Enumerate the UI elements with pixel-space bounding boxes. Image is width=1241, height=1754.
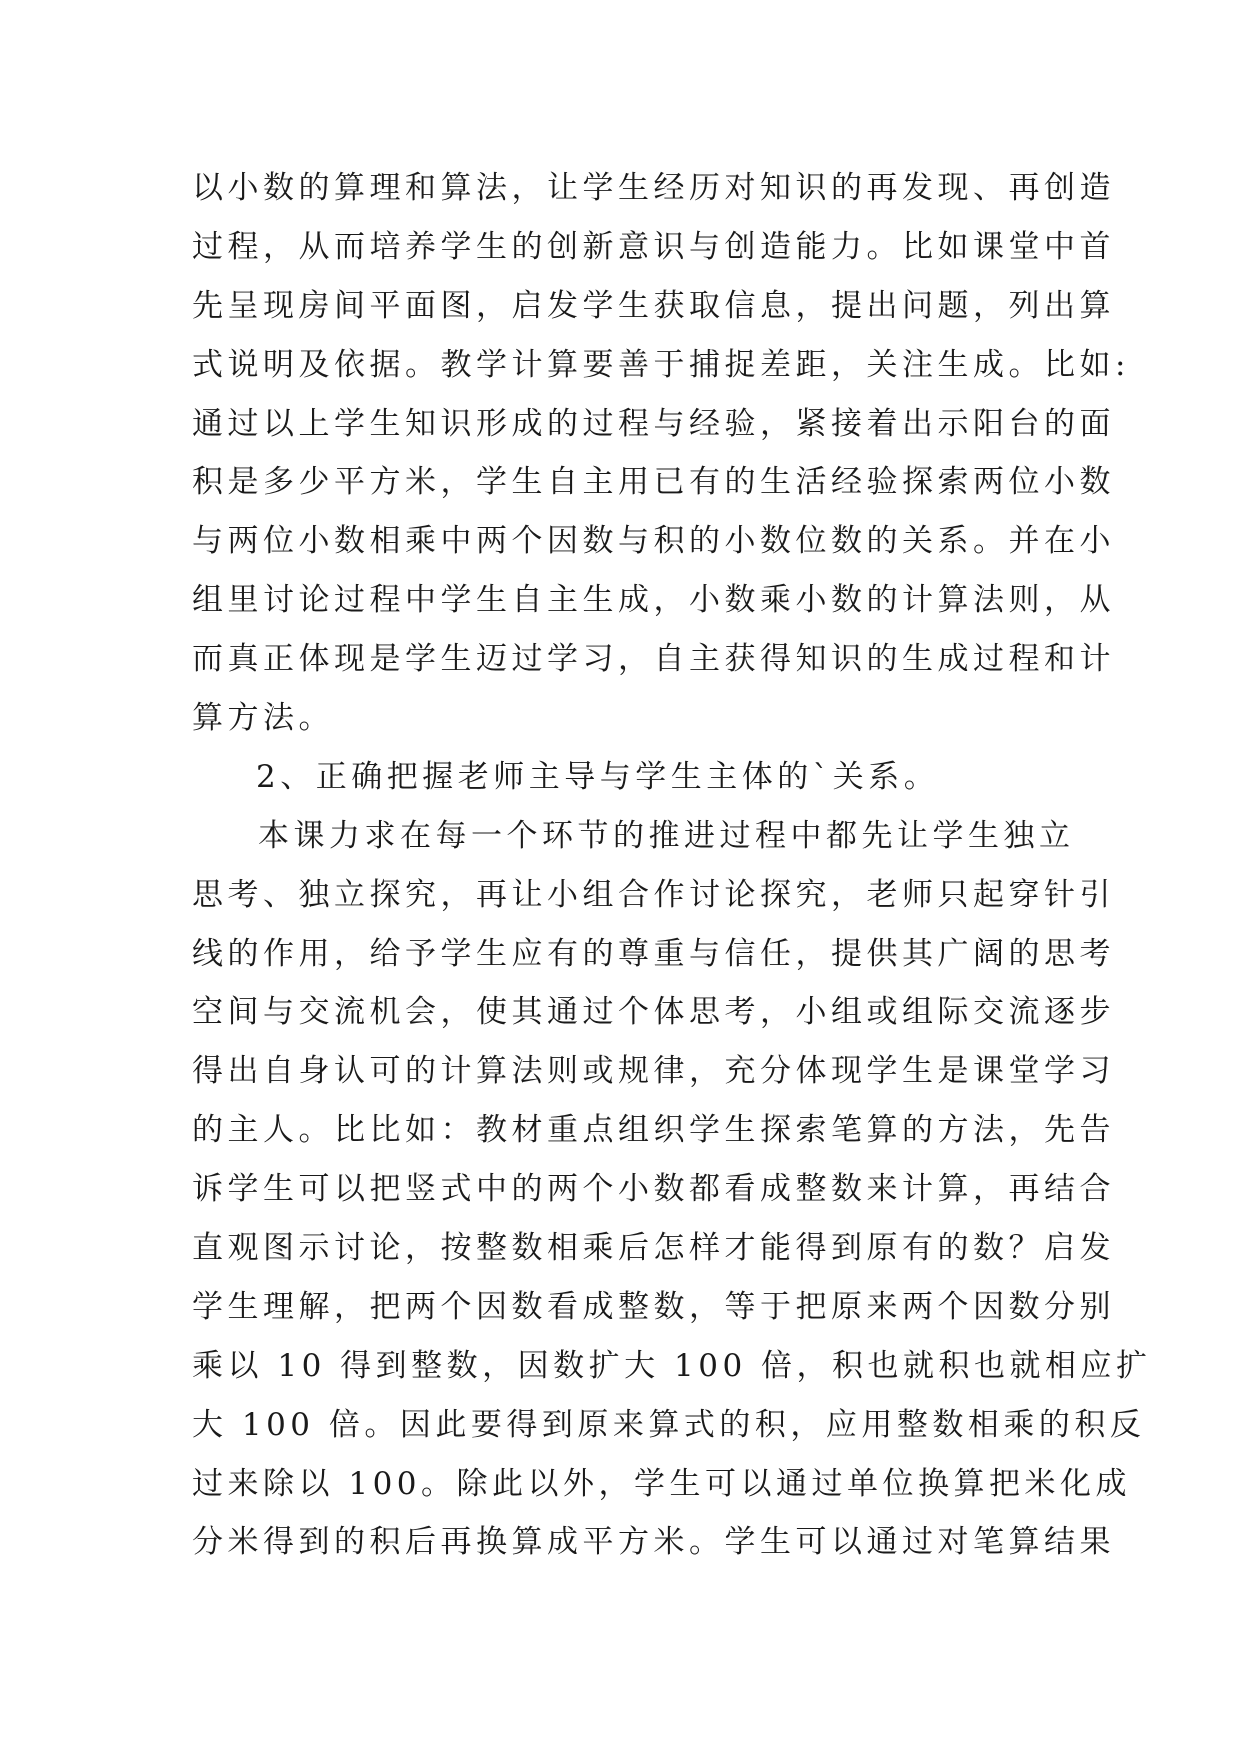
text-line: 的主人。比比如：教材重点组织学生探索笔算的方法，先告 bbox=[192, 1112, 1115, 1149]
text-line: 而真正体现是学生迈过学习，自主获得知识的生成过程和计 bbox=[192, 641, 1115, 678]
text-line: 分米得到的积后再换算成平方米。学生可以通过对笔算结果 bbox=[192, 1524, 1115, 1561]
text-line: 本课力求在每一个环节的推进过程中都先让学生独立 bbox=[258, 817, 1075, 854]
text-line: 直观图示讨论，按整数相乘后怎样才能得到原有的数？启发 bbox=[192, 1230, 1115, 1267]
text-line: 以小数的算理和算法，让学生经历对知识的再发现、再创造 bbox=[192, 170, 1115, 206]
text-line: 过来除以 100。除此以外，学生可以通过单位换算把米化成 bbox=[192, 1465, 1132, 1502]
text-line: 学生理解，把两个因数看成整数，等于把原来两个因数分别 bbox=[192, 1288, 1115, 1325]
text-line: 诉学生可以把竖式中的两个小数都看成整数来计算，再结合 bbox=[192, 1171, 1115, 1208]
text-line: 组里讨论过程中学生自主生成，小数乘小数的计算法则，从 bbox=[192, 582, 1115, 619]
text-line: 积是多少平方米，学生自主用已有的生活经验探索两位小数 bbox=[192, 464, 1115, 501]
section-heading: 2、正确把握老师主导与学生主体的`关系。 bbox=[256, 758, 940, 795]
text-line: 思考、独立探究，再让小组合作讨论探究，老师只起穿针引 bbox=[192, 876, 1115, 913]
text-line: 与两位小数相乘中两个因数与积的小数位数的关系。并在小 bbox=[192, 523, 1115, 560]
text-line: 算方法。 bbox=[192, 700, 334, 737]
text-line: 线的作用，给予学生应有的尊重与信任，提供其广阔的思考 bbox=[192, 935, 1115, 972]
text-line: 先呈现房间平面图，启发学生获取信息，提出问题，列出算 bbox=[192, 287, 1115, 324]
text-line: 通过以上学生知识形成的过程与经验，紧接着出示阳台的面 bbox=[192, 405, 1115, 442]
text-line: 空间与交流机会，使其通过个体思考，小组或组际交流逐步 bbox=[192, 994, 1115, 1031]
text-line: 得出自身认可的计算法则或规律，充分体现学生是课堂学习 bbox=[192, 1053, 1115, 1090]
text-line: 大 100 倍。因此要得到原来算式的积，应用整数相乘的积反 bbox=[192, 1406, 1146, 1443]
document-body bbox=[192, 159, 1152, 1572]
text-line: 乘以 10 得到整数，因数扩大 100 倍，积也就积也就相应扩 bbox=[192, 1347, 1152, 1384]
text-line: 式说明及依据。教学计算要善于捕捉差距，关注生成。比如: bbox=[192, 346, 1130, 383]
text-line: 过程，从而培养学生的创新意识与创造能力。比如课堂中首 bbox=[192, 228, 1115, 265]
